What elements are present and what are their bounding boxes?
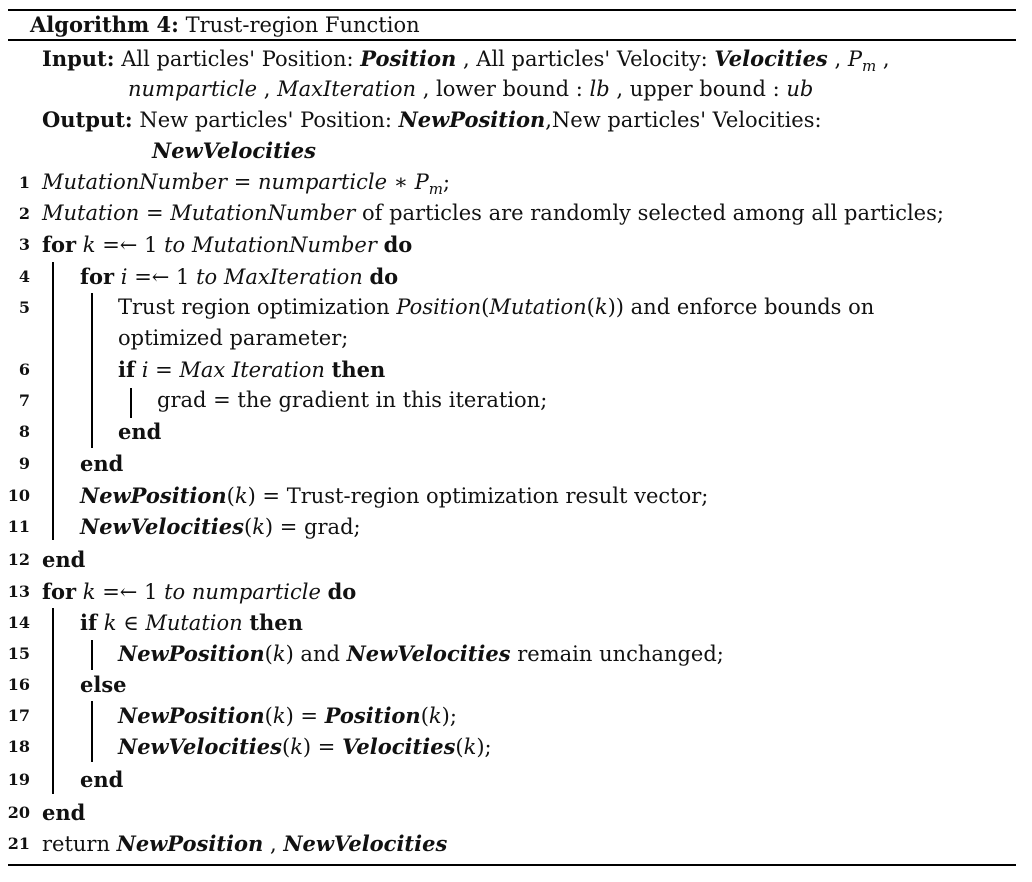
- line-number: 20: [7, 803, 30, 822]
- input-text-6: , lower bound :: [422, 77, 583, 101]
- output-line-2: [152, 136, 316, 166]
- input-pm: $P_m$: [847, 47, 877, 76]
- line-2: [0, 198, 1032, 229]
- line-number: 3: [18, 235, 30, 254]
- line-number: 2: [18, 204, 30, 223]
- line-number: 16: [7, 675, 30, 694]
- line-9: [0, 448, 1032, 479]
- line-3: [0, 229, 1032, 260]
- line-code: else: [80, 672, 127, 697]
- line-number: 15: [7, 644, 30, 663]
- line-18: [0, 731, 1032, 762]
- line-code: NewVelocities(k) = Velocities(k);: [118, 734, 492, 759]
- line-number: 11: [7, 517, 30, 536]
- line-code: end: [80, 767, 124, 792]
- output-newvelocities: NewVelocities: [152, 138, 316, 163]
- line-number: 9: [18, 454, 30, 473]
- line-number: 5: [18, 298, 30, 317]
- line-code: end: [42, 800, 86, 825]
- input-lb: lb: [589, 77, 610, 101]
- input-numparticle: numparticle: [128, 77, 258, 101]
- line-19: [0, 764, 1032, 795]
- line-8: [0, 416, 1032, 447]
- line-code: NewPosition(k) and NewVelocities remain unchanged;: [118, 641, 724, 666]
- line-code: if i = Max Iteration then: [118, 357, 386, 382]
- line-number: 4: [18, 267, 30, 286]
- line-number: 19: [7, 770, 30, 789]
- line-code: NewPosition(k) = Position(k);: [118, 703, 457, 728]
- line-number: 18: [7, 737, 30, 756]
- line-number: 13: [7, 582, 30, 601]
- input-text-4: ,: [882, 47, 890, 71]
- line-code: end: [118, 419, 162, 444]
- line-code: Mutation = MutationNumber of particles are randomly selected among all particles;: [42, 201, 944, 225]
- line-number: 8: [18, 422, 30, 441]
- line-code: end: [80, 451, 124, 476]
- line-17: [0, 700, 1032, 731]
- line-number: 21: [7, 834, 30, 853]
- input-position: Position: [360, 46, 457, 71]
- input-text-2: , All particles' Velocity:: [462, 47, 708, 71]
- output-line-1: [42, 105, 822, 135]
- line-4: [0, 261, 1032, 292]
- line-16: [0, 669, 1032, 700]
- line-code: Trust region optimization Position(Mutation(k)) and enforce bounds on: [118, 295, 875, 319]
- line-10: [0, 480, 1032, 511]
- line-11: [0, 511, 1032, 542]
- line-code: grad = the gradient in this iteration;: [157, 388, 548, 412]
- input-text-7: , upper bound :: [616, 77, 780, 101]
- algorithm-caption: [30, 10, 420, 40]
- input-velocities: Velocities: [714, 46, 828, 71]
- line-code: for i =← 1 to MaxIteration do: [80, 264, 399, 289]
- line-number: 12: [7, 550, 30, 569]
- line-code: if k ∈ Mutation then: [80, 610, 303, 635]
- input-line-2: [128, 74, 813, 104]
- line-code: NewVelocities(k) = grad;: [80, 514, 361, 539]
- input-text-5: ,: [263, 77, 271, 101]
- output-text-2: ,New particles' Velocities:: [545, 108, 822, 132]
- line-code: NewPosition(k) = Trust-region optimization result vector;: [80, 483, 709, 508]
- line-code: optimized parameter;: [118, 326, 349, 350]
- input-text-1: All particles' Position:: [121, 47, 354, 71]
- line-1: [0, 167, 1032, 198]
- line-number: 6: [18, 360, 30, 379]
- bottom-rule: [8, 864, 1016, 866]
- line-6: [0, 354, 1032, 385]
- line-code: for k =← 1 to MutationNumber do: [42, 232, 413, 257]
- input-text-3: ,: [834, 47, 842, 71]
- line-7: [0, 385, 1032, 416]
- line-21: [0, 828, 1032, 859]
- line-code: MutationNumber = numparticle ∗ $P_m$;: [42, 170, 451, 199]
- line-code: end: [42, 547, 86, 572]
- line-number: 10: [7, 486, 30, 505]
- line-15: [0, 638, 1032, 669]
- line-5: [0, 292, 1032, 323]
- output-newposition: NewPosition: [398, 107, 546, 132]
- line-20: [0, 797, 1032, 828]
- algorithm-title: Trust-region Function: [185, 13, 420, 37]
- line-code: for k =← 1 to numparticle do: [42, 579, 357, 604]
- line-12: [0, 544, 1032, 575]
- line-number: 1: [18, 173, 30, 192]
- line-code: return NewPosition , NewVelocities: [42, 831, 448, 856]
- output-text-1: New particles' Position:: [139, 108, 392, 132]
- input-label: Input:: [42, 46, 115, 71]
- line-14: [0, 607, 1032, 638]
- line-number: 7: [18, 391, 30, 410]
- line-13: [0, 576, 1032, 607]
- algorithm-label: Algorithm 4:: [30, 12, 179, 37]
- output-label: Output:: [42, 107, 133, 132]
- line-number: 14: [7, 613, 30, 632]
- input-ub: ub: [786, 77, 814, 101]
- input-maxiteration: MaxIteration: [277, 77, 417, 101]
- line-number: 17: [7, 706, 30, 725]
- line-5-continuation: [0, 323, 1032, 354]
